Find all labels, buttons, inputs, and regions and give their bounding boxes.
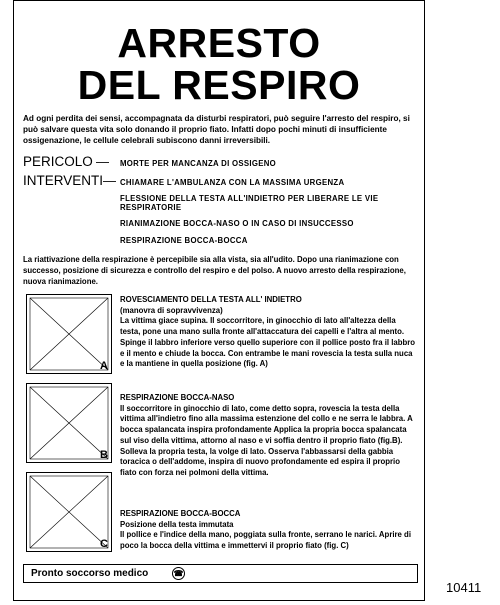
section-heading: ROVESCIAMENTO DELLA TESTA ALL' INDIETRO xyxy=(120,295,302,304)
first-aid-icon: ☎ xyxy=(173,569,184,578)
interventi-item: RIANIMAZIONE BOCCA-NASO O IN CASO DI INSUCCESSO xyxy=(120,219,354,228)
reanimation-paragraph: La riattivazione della respirazione è percepibile sia alla vista, sia all'udito. Dopo una rianimazione con successo, posizione di sicurezza e controllo del respiro e del polso. A nuovo arresto della respirazione, nuova rianimazione. xyxy=(23,255,406,286)
section-sub: Posizione della testa immutata xyxy=(120,519,234,529)
product-code: 10411 xyxy=(446,580,482,595)
title-line-1: ARRESTO xyxy=(117,20,321,66)
interventi-item: CHIAMARE L'AMBULANZA CON LA MASSIMA URGENZA xyxy=(120,178,345,187)
figure-letter: B xyxy=(100,449,108,461)
section-body: La vittima giace supina. Il soccorritore, in ginocchio di lato all'altezza della testa, pone una mano sulla fronte all'attaccatura dei capelli e l'altra al mento. Spinge il labbro inferiore verso quello superiore con il pollice posto fra il labbro e il mento e chiude la bocca. Con entrambe le mani rovescia la testa sulla nuca e la mantiene in quella posizione (fig. A) xyxy=(120,316,416,369)
section-heading: RESPIRAZIONE BOCCA-NASO xyxy=(120,393,235,402)
interventi-dash: — xyxy=(103,173,116,188)
figure-letter: A xyxy=(100,360,108,372)
footer-text: Pronto soccorso medico xyxy=(31,568,149,579)
pericolo-text: MORTE PER MANCANZA DI OSSIGENO xyxy=(120,159,276,168)
section-a xyxy=(120,295,416,370)
section-heading: RESPIRAZIONE BOCCA-BOCCA xyxy=(120,509,241,518)
footer-bar xyxy=(23,564,418,583)
intro-text: Ad ogni perdita dei sensi, accompagnata da disturbi respiratori, può seguire l'arresto del respiro, si può salvare questa vita solo donando il proprio fiato. Infatti dopo pochi minuti di insufficiente ossigenazione, le cellule celebrali subiscono danni irreversibili. xyxy=(23,114,410,145)
section-c xyxy=(120,509,416,552)
interventi-item: FLESSIONE DELLA TESTA ALL'INDIETRO PER LIBERARE LE VIE RESPIRATORIE xyxy=(120,194,379,212)
section-b xyxy=(120,393,416,479)
safety-sign xyxy=(13,0,425,601)
figure-b xyxy=(26,383,112,463)
pericolo-label: PERICOLO xyxy=(23,154,93,169)
section-body: Il pollice e l'indice della mano, poggiata sulla fronte, serrano le narici. Aprire di poco la bocca della vittima e immettervi il proprio fiato (fig. C) xyxy=(120,530,411,551)
interventi-item: RESPIRAZIONE BOCCA-BOCCA xyxy=(120,236,248,245)
pericolo-dash: — xyxy=(96,154,109,169)
interventi-label: INTERVENTI xyxy=(23,173,104,188)
figure-c xyxy=(26,472,112,552)
title-line-2: DEL RESPIRO xyxy=(77,62,361,108)
section-body: Il soccorritore in ginocchio di lato, come detto sopra, rovescia la testa della vittima all'indietro fino alla massima estenzione del collo e ne serra le labbra. A bocca spalancata inspira profondamente Applica la propria bocca spalancata sul viso della vittima, attorno al naso e vi soffia dentro il proprio fiato (fig.B). Solleva la propria testa, la volge di lato. Osserva l'abbassarsi della gabbia toracica o dell'addome, inspira di nuovo profondamente ed espira il proprio fiato con forza nei polmoni della vittima. xyxy=(120,403,413,477)
figure-letter: C xyxy=(100,538,108,550)
section-sub: (manovra di sopravvivenza) xyxy=(120,305,223,315)
figure-a xyxy=(26,294,112,374)
